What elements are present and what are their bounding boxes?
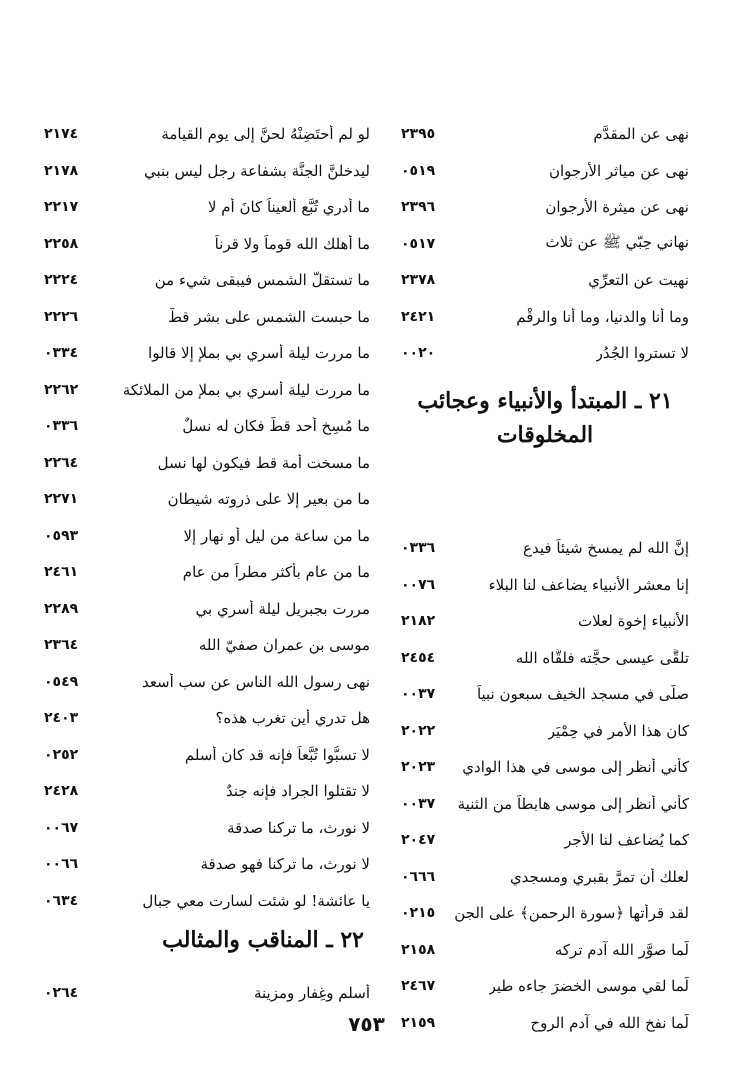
entry-number: ٢٢٨٩: [44, 600, 79, 617]
entry-number: ٠٣٣٦: [401, 540, 436, 557]
entry-text: يا عائشة! لو شئت لسارت معي جبال: [142, 891, 370, 910]
entry-number: ٢٠٤٧: [401, 832, 436, 849]
entry-number: ٢١٥٩: [401, 1014, 436, 1031]
entry-text: ما حبست الشمس على بشر قطّ: [168, 307, 370, 326]
index-entry: [44, 975, 370, 1012]
index-entry: [44, 262, 370, 299]
section-heading: ٢١ ـ المبتدأ والأنبياء وعجائب المخلوقات: [417, 387, 673, 448]
index-entry: [44, 700, 370, 737]
entry-text: لو لم أحتَضِنْهُ لحنَّ إلى يوم القيامة: [161, 125, 370, 144]
index-entry: [44, 372, 370, 409]
entry-number: ٠٥٤٩: [44, 673, 79, 690]
index-entry: [44, 664, 370, 701]
entry-number: ٠٠٧٦: [401, 576, 436, 593]
index-entry: [401, 567, 689, 604]
entry-text: ما أدري تُبَّع ألعيناً كانَ أم لا: [207, 198, 370, 217]
index-entry: [401, 603, 689, 640]
entries-group-top: [401, 116, 689, 372]
index-entry: [44, 335, 370, 372]
entry-number: ٢٤٥٤: [401, 649, 436, 666]
index-entry: [44, 153, 370, 190]
entry-number: ٠٦٣٤: [44, 892, 79, 909]
index-entry: [401, 262, 689, 299]
entry-text: لا تستروا الجُدُر: [595, 344, 689, 363]
index-entry: [44, 627, 370, 664]
entry-number: ٢٢٦٢: [44, 381, 79, 398]
index-entry: [401, 640, 689, 677]
index-entry: [401, 859, 689, 896]
entry-text: إنَّ الله لم يمسخ شيئاً فيدع: [523, 539, 689, 558]
entry-text: موسى بن عمران صفيّ الله: [198, 636, 370, 655]
entry-text: ما مُسِخ أحد قطُّ فكان له نسلٌ: [182, 417, 370, 436]
entry-text: أسلم وغِفار ومزينة: [253, 984, 370, 1003]
index-column-left: [44, 116, 370, 1012]
index-entry: [44, 737, 370, 774]
entry-text: لعلك أن تمرَّ بقبري ومسجدي: [509, 867, 689, 886]
index-entry: [44, 554, 370, 591]
entries-group-top: [44, 116, 370, 919]
entry-number: ٢٢٥٨: [44, 235, 79, 252]
index-entry: [401, 713, 689, 750]
entry-text: ليدخلنَّ الجنَّة بشفاعة رجل ليس بنبي: [144, 161, 370, 180]
entry-text: ما من عام بأكثر مطراً من عام: [182, 563, 370, 582]
entry-text: كأني أنظر إلى موسى في هذا الوادي: [462, 758, 689, 777]
entry-text: لا نورث، ما تركنا صدقة: [227, 818, 370, 837]
entry-number: ٢٣٩٥: [401, 126, 436, 143]
entry-text: ما مررت ليلة أسري بي بملإ إلا قالوا: [148, 344, 370, 363]
entry-number: ٢١٨٢: [401, 613, 436, 630]
index-entry: [401, 786, 689, 823]
entry-number: ٠٠٢٠: [401, 345, 436, 362]
entry-number: ٢٠٢٣: [401, 759, 436, 776]
entry-number: ٠٦٦٦: [401, 868, 436, 885]
entry-text: نهى عن المقدَّم: [593, 125, 689, 144]
entry-text: مررت بجبريل ليلة أسري بي: [195, 599, 370, 618]
index-entry: [44, 226, 370, 263]
entry-text: كان هذا الأمر في حِمْيَر: [547, 721, 689, 740]
entry-text: تلقَّى عيسى حجَّته فلقَّاه الله: [515, 648, 689, 667]
index-entry: [44, 116, 370, 153]
entry-number: ٠٥٩٣: [44, 527, 79, 544]
index-column-right: [401, 116, 689, 1041]
index-entry: [44, 883, 370, 920]
entry-text: ما أهلك الله قوماً ولا قرناً: [214, 234, 370, 253]
entry-number: ٠٢٦٤: [44, 985, 79, 1002]
entry-text: لَّما نفخ الله في آدم الروح: [530, 1013, 689, 1032]
entry-number: ٢٢٦٤: [44, 454, 79, 471]
index-entry: [401, 749, 689, 786]
index-entry: [401, 968, 689, 1005]
entry-number: ٠٢١٥: [401, 905, 436, 922]
entry-text: لَّما صوَّر الله آدم تركه: [554, 940, 689, 959]
entry-number: ٠٠٦٦: [44, 856, 79, 873]
entry-number: ٢٤٠٣: [44, 710, 79, 727]
entry-text: هل تدري أين تغرب هذه؟: [215, 709, 370, 728]
entry-number: ٢١٧٤: [44, 126, 79, 143]
entry-number: ٠٥١٩: [401, 162, 436, 179]
index-entry: [401, 299, 689, 336]
entry-number: ٠٠٣٧: [401, 795, 436, 812]
index-entry: [401, 335, 689, 372]
entry-text: نهى عن ميثرة الأرجوان: [545, 198, 689, 217]
index-entry: [44, 408, 370, 445]
entry-text: نهى رسول الله الناس عن سب أسعد: [141, 672, 370, 691]
blank-row: [401, 494, 689, 531]
entries-group-bottom: [44, 975, 370, 1012]
entry-number: ٢٣٧٨: [401, 272, 436, 289]
entry-number: ٢٣٦٤: [44, 637, 79, 654]
entry-number: ٢٢٧١: [44, 491, 79, 508]
entry-text: لقد قرأتها ﴿سورة الرحمن﴾ على الجن: [454, 904, 689, 923]
entry-text: نهى عن مياثر الأرجوان: [548, 161, 689, 180]
index-entry: [44, 518, 370, 555]
entry-text: لا تسبُّوا تُبَّعاً فإنه قد كان أسلم: [184, 745, 370, 764]
entry-text: وما أنا والدنيا، وما أنا والرقْم: [516, 307, 689, 326]
index-entry: [44, 189, 370, 226]
entry-text: ما من ساعة من ليل أو نهار إلا: [183, 526, 370, 545]
index-entry: [401, 895, 689, 932]
index-entry: [401, 116, 689, 153]
entry-text: ما تستقلُّ الشمس فيبقى شيء من: [154, 271, 370, 290]
index-entry: [44, 773, 370, 810]
entry-number: ٢٢١٧: [44, 199, 79, 216]
entry-number: ٠٠٦٧: [44, 819, 79, 836]
index-entry: [44, 810, 370, 847]
index-entry: [401, 676, 689, 713]
entry-text: ما مررت ليلة أسري بي بملإ من الملائكة: [122, 380, 370, 399]
entry-text: نهيت عن التعرِّي: [588, 271, 689, 290]
index-entry: [401, 189, 689, 226]
index-entry: [44, 445, 370, 482]
entry-text: ما مسخت أمة قط فيكون لها نسل: [157, 453, 370, 472]
entry-number: ٠٢٥٢: [44, 746, 79, 763]
entry-number: ٢٤٦٧: [401, 978, 436, 995]
index-entry: [401, 226, 689, 263]
page-number: ٧٥٣: [348, 1012, 385, 1036]
entry-number: ٢١٥٨: [401, 941, 436, 958]
index-entry: [401, 153, 689, 190]
entry-number: ٢٤٢٨: [44, 783, 79, 800]
entry-text: ما من بعير إلا على ذروته شيطان: [167, 490, 370, 509]
index-entry: [44, 481, 370, 518]
entry-text: كأني أنظر إلى موسى هابطاً من الثنية: [457, 794, 689, 813]
index-entry: [401, 932, 689, 969]
entry-text: نهاني حِبّي ﷺ عن ثلاث: [545, 232, 689, 251]
entry-text: لا نورث، ما تركنا فهو صدقة: [200, 855, 370, 874]
entry-number: ٠٥١٧: [401, 235, 436, 252]
entry-number: ٠٣٣٤: [44, 345, 79, 362]
index-entry: [44, 591, 370, 628]
entry-number: ٠٠٣٧: [401, 686, 436, 703]
entry-text: لا تقتلوا الجراد فإنه جندٌ: [226, 782, 370, 801]
entry-number: ٢٢٢٤: [44, 272, 79, 289]
entry-number: ٠٣٣٦: [44, 418, 79, 435]
section-heading: ٢٢ ـ المناقب والمثالب: [162, 927, 364, 953]
entry-number: ٢٤٢١: [401, 308, 436, 325]
entry-text: صلَّى في مسجد الخيف سبعون نبياً: [476, 685, 689, 704]
entry-text: إنا معشر الأنبياء يضاعف لنا البلاء: [488, 575, 689, 594]
index-entry: [401, 822, 689, 859]
index-entry: [44, 846, 370, 883]
entry-number: ٢٠٢٢: [401, 722, 436, 739]
entry-number: ٢٣٩٦: [401, 199, 436, 216]
entries-group-bottom: [401, 530, 689, 1041]
entry-number: ٢٤٦١: [44, 564, 79, 581]
entry-text: كما يُضاعف لنا الأجر: [564, 831, 689, 850]
entry-number: ٢١٧٨: [44, 162, 79, 179]
index-entry: [44, 299, 370, 336]
entry-text: لَّما لقي موسى الخضرَ جاءه طير: [488, 977, 689, 996]
index-entry: [401, 530, 689, 567]
entry-text: الأنبياء إخوة لعلات: [577, 612, 689, 631]
entry-number: ٢٢٢٦: [44, 308, 79, 325]
